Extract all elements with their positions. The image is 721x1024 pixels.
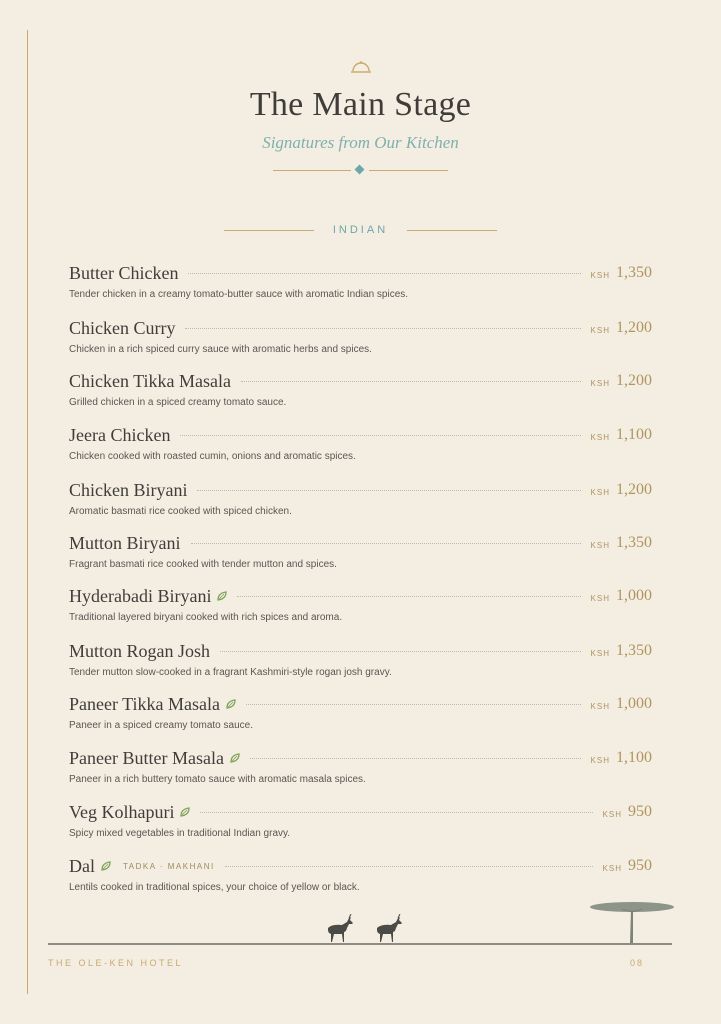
vegetarian-leaf-icon — [180, 807, 190, 817]
antelope-icon — [322, 914, 356, 946]
currency-label: KSH — [590, 593, 610, 603]
menu-item — [69, 261, 652, 311]
menu-item-row — [69, 746, 652, 770]
menu-item — [69, 692, 652, 742]
diamond-ornament-icon — [355, 165, 365, 175]
ground-line — [48, 943, 672, 945]
menu-item — [69, 800, 652, 850]
currency-label: KSH — [590, 701, 610, 711]
currency-label: KSH — [590, 325, 610, 335]
menu-item-name: Butter Chicken — [69, 262, 179, 283]
currency-label: KSH — [590, 270, 610, 280]
menu-item-row — [69, 369, 652, 393]
dotted-leader — [246, 703, 581, 705]
dotted-leader — [241, 380, 581, 382]
dotted-leader — [200, 811, 592, 813]
menu-item-price: 1,350 — [616, 534, 652, 551]
dotted-leader — [197, 489, 580, 491]
menu-item-name: Paneer Tikka Masala — [69, 693, 220, 714]
menu-item-price: 1,350 — [616, 642, 652, 659]
menu-item — [69, 423, 652, 473]
dotted-leader — [237, 595, 580, 597]
menu-item-name: Chicken Tikka Masala — [69, 370, 231, 391]
vegetarian-leaf-icon — [230, 753, 240, 763]
currency-label: KSH — [590, 487, 610, 497]
menu-item — [69, 584, 652, 634]
section-divider-right — [407, 230, 497, 231]
vegetarian-leaf-icon — [226, 699, 236, 709]
menu-item-row — [69, 531, 652, 555]
menu-item-price: 1,000 — [616, 695, 652, 712]
menu-item — [69, 478, 652, 528]
left-border-line — [27, 30, 28, 994]
menu-item-description: Tender chicken in a creamy tomato-butter sauce with aromatic Indian spices. — [69, 289, 409, 300]
menu-item — [69, 639, 652, 689]
menu-item — [69, 746, 652, 796]
menu-item-name: Chicken Biryani — [69, 479, 188, 500]
title-divider-left — [273, 170, 351, 171]
menu-item-row — [69, 800, 652, 824]
menu-item-row — [69, 423, 652, 447]
currency-label: KSH — [602, 863, 622, 873]
menu-item-row — [69, 692, 652, 716]
menu-item-name: Mutton Biryani — [69, 532, 181, 553]
menu-item-row — [69, 261, 652, 285]
dotted-leader — [225, 865, 593, 867]
menu-item-row — [69, 316, 652, 340]
dotted-leader — [185, 327, 580, 329]
currency-label: KSH — [590, 378, 610, 388]
menu-item-name: Jeera Chicken — [69, 424, 171, 445]
vegetarian-leaf-icon — [217, 591, 227, 601]
menu-item-name: Chicken Curry — [69, 317, 176, 338]
currency-label: KSH — [602, 809, 622, 819]
currency-label: KSH — [590, 432, 610, 442]
menu-item-description: Chicken in a rich spiced curry sauce with aromatic herbs and spices. — [69, 344, 372, 355]
menu-item-description: Lentils cooked in traditional spices, your choice of yellow or black. — [69, 882, 360, 893]
menu-item-name: Paneer Butter Masala — [69, 747, 224, 768]
menu-item-row — [69, 854, 652, 878]
menu-item-description: Aromatic basmati rice cooked with spiced chicken. — [69, 506, 292, 517]
menu-item-description: Grilled chicken in a spiced creamy tomato sauce. — [69, 397, 287, 408]
menu-item-description: Spicy mixed vegetables in traditional Indian gravy. — [69, 828, 291, 839]
dotted-leader — [180, 434, 580, 436]
menu-item-description: Tender mutton slow-cooked in a fragrant Kashmiri-style rogan josh gravy. — [69, 667, 392, 678]
page-subtitle: Signatures from Our Kitchen — [262, 133, 459, 152]
menu-item-price: 950 — [628, 803, 652, 820]
menu-item-name: Mutton Rogan Josh — [69, 640, 211, 661]
menu-item-price: 1,200 — [616, 481, 652, 498]
title-divider-right — [369, 170, 448, 171]
menu-item-price: 1,350 — [616, 264, 652, 281]
menu-item-description: Chicken cooked with roasted cumin, onions and aromatic spices. — [69, 451, 356, 462]
currency-label: KSH — [590, 540, 610, 550]
menu-item-row — [69, 639, 652, 663]
cloche-icon — [350, 60, 372, 74]
menu-item-name: Hyderabadi Biryani — [69, 585, 212, 606]
menu-item-row — [69, 584, 652, 608]
currency-label: KSH — [590, 755, 610, 765]
footer-hotel-name: THE OLE-KEN HOTEL — [48, 958, 184, 968]
vegetarian-leaf-icon — [101, 861, 111, 871]
menu-item-variant-tag: TADKA · MAKHANI — [123, 861, 215, 871]
menu-item-description: Traditional layered biryani cooked with rich spices and aroma. — [69, 612, 343, 623]
menu-item-description: Paneer in a rich buttery tomato sauce with aromatic masala spices. — [69, 774, 366, 785]
dotted-leader — [220, 650, 581, 652]
currency-label: KSH — [590, 648, 610, 658]
menu-item-price: 1,200 — [616, 372, 652, 389]
menu-item-name: Veg Kolhapuri — [69, 801, 175, 822]
menu-item — [69, 854, 652, 904]
menu-item-name: Dal — [69, 855, 95, 876]
section-heading: INDIAN — [332, 224, 389, 236]
menu-item-price: 1,100 — [616, 426, 652, 443]
page-title: The Main Stage — [249, 86, 472, 123]
dotted-leader — [191, 542, 581, 544]
menu-item — [69, 369, 652, 419]
acacia-tree-icon — [588, 898, 676, 946]
menu-item-row — [69, 478, 652, 502]
dotted-leader — [250, 757, 581, 759]
menu-item-price: 950 — [628, 857, 652, 874]
menu-item-description: Fragrant basmati rice cooked with tender mutton and spices. — [69, 559, 337, 570]
menu-item-price: 1,000 — [616, 587, 652, 604]
footer-page-number: 08 — [630, 958, 645, 968]
antelope-icon — [371, 914, 405, 946]
menu-item-price: 1,200 — [616, 319, 652, 336]
dotted-leader — [188, 272, 580, 274]
menu-item-description: Paneer in a spiced creamy tomato sauce. — [69, 720, 253, 731]
menu-item — [69, 531, 652, 581]
menu-item — [69, 316, 652, 366]
menu-item-price: 1,100 — [616, 749, 652, 766]
